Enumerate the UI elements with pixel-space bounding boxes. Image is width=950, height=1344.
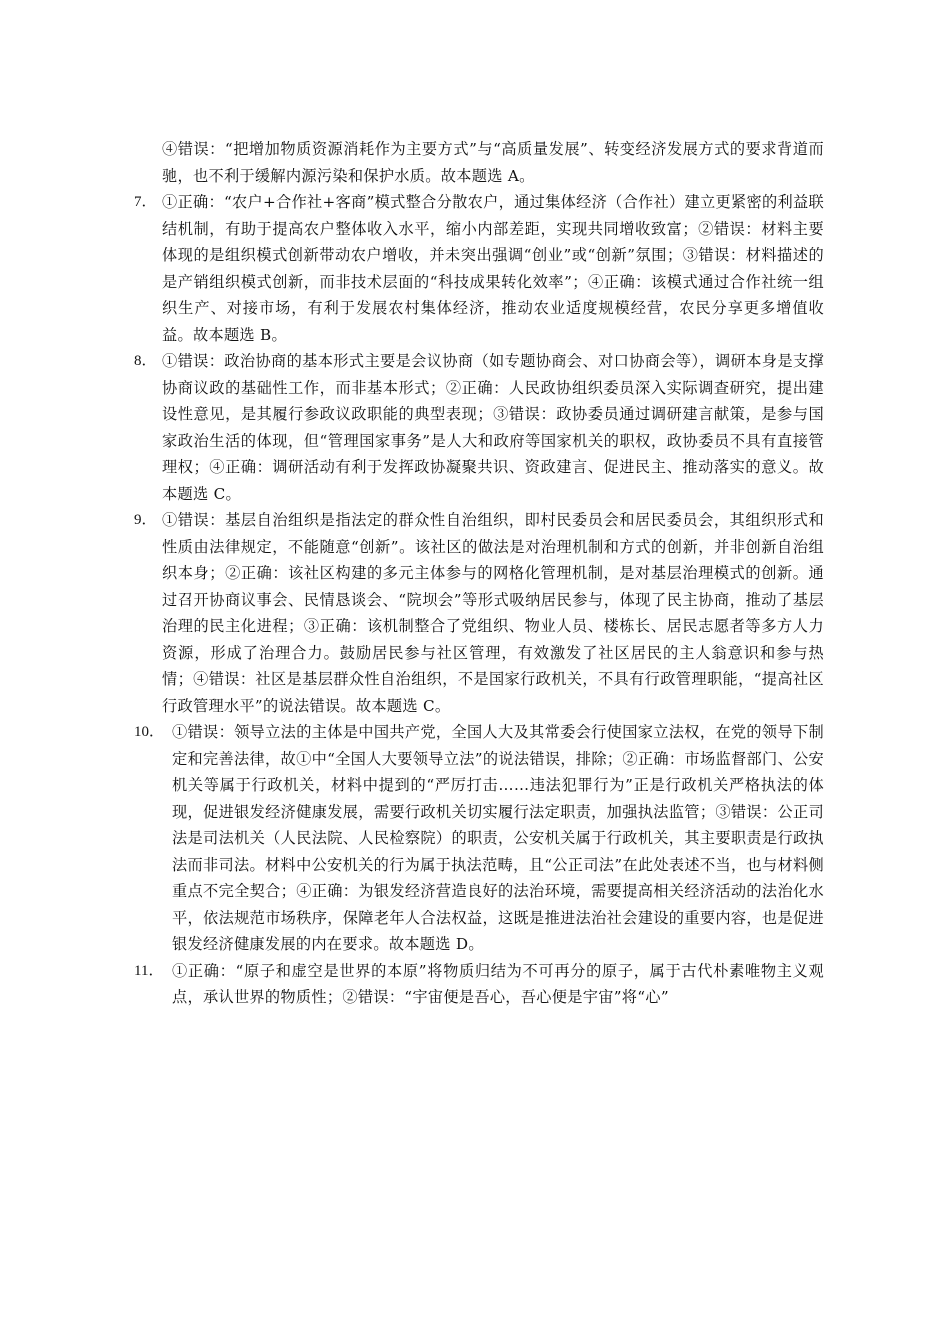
- item-text: ①错误：领导立法的主体是中国共产党，全国人大及其常委会行使国家立法权，在党的领导下制定和完善法律，故①中“全国人大要领导立法”的说法错误，排除；②正确：市场监督部门、公安机关等属于行政机关，材料中提到的“严厉打击……违法犯罪行为”正是行政机关严格执法的体现，促进银发经济健康发展，需要行政机关切实履行法定职责，加强执法监管；③错误：公正司法是司法机关（人民法院、人民检察院）的职责，公安机关属于行政机关，其主要职责是行政执法而非司法。材料中公安机关的行为属于执法范畴，且“公正司法”在此处表述不当，也与材料侧重点不完全契合；④正确：为银发经济营造良好的法治环境，需要提高相关经济活动的法治化水平，依法规范市场秩序，保障老年人合法权益，这既是推进法治社会建设的重要内容，也是促进银发经济健康发展的内在要求。故本题选 D。: [172, 723, 824, 953]
- item-text: ①错误：基层自治组织是指法定的群众性自治组织，即村民委员会和居民委员会，其组织形式和性质由法律规定，不能随意“创新”。该社区的做法是对治理机制和方式的创新，并非创新自治组织本身；②正确：该社区构建的多元主体参与的网格化管理机制，是对基层治理模式的创新。通过召开协商议事会、民情恳谈会、“院坝会”等形式吸纳居民参与，体现了民主协商，推动了基层治理的民主化进程；③正确：该机制整合了党组织、物业人员、楼栋长、居民志愿者等多方人力资源，形成了治理合力。鼓励居民参与社区管理，有效激发了社区居民的主人翁意识和参与热情；④错误：社区是基层群众性自治组织，不是国家行政机关，不具有行政管理职能，“提高社区行政管理水平”的说法错误。故本题选 C。: [162, 511, 824, 715]
- item-number: 9．: [134, 512, 157, 528]
- item-text: ④错误：“把增加物质资源消耗作为主要方式”与“高质量发展”、转变经济发展方式的要求背道而驰，也不利于缓解内源污染和保护水质。故本题选 A。: [162, 140, 824, 185]
- item-6-continuation: [134, 136, 824, 189]
- item-number: 8．: [134, 353, 157, 369]
- item-number: 7．: [134, 194, 157, 210]
- item-8: [134, 348, 824, 507]
- item-text: ①错误：政治协商的基本形式主要是会议协商（如专题协商会、对口协商会等），调研本身是支撑协商议政的基础性工作，而非基本形式；②正确：人民政协组织委员深入实际调查研究，提出建设性意见，是其履行参政议政职能的典型表现；③错误：政协委员通过调研建言献策，是参与国家政治生活的体现，但“管理国家事务”是人大和政府等国家机关的职权，政协委员不具有直接管理权；④正确：调研活动有利于发挥政协凝聚共识、资政建言、促进民主、推动落实的意义。故本题选 C。: [162, 352, 824, 503]
- item-10: [134, 719, 824, 958]
- item-7: [134, 189, 824, 348]
- item-number: 10．: [134, 724, 165, 740]
- item-text: ①正确：“原子和虚空是世界的本原”将物质归结为不可再分的原子，属于古代朴素唯物主义观点，承认世界的物质性；②错误：“宇宙便是吾心，吾心便是宇宙”将“心”: [172, 961, 824, 1006]
- item-11: [134, 958, 824, 1011]
- item-number: 11．: [134, 962, 164, 979]
- item-9: [134, 507, 824, 719]
- item-text: ①正确：“农户+合作社+客商”模式整合分散农户，通过集体经济（合作社）建立更紧密的利益联结机制，有助于提高农户整体收入水平，缩小内部差距，实现共同增收致富；②错误：材料主要体现的是组织模式创新带动农户增收，并未突出强调“创业”或“创新”氛围；③错误：材料描述的是产销组织模式创新，而非技术层面的“科技成果转化效率”；④正确：该模式通过合作社统一组织生产、对接市场，有利于发展农村集体经济，推动农业适度规模经营，农民分享更多增值收益。故本题选 B。: [162, 193, 824, 344]
- answer-explanations: [134, 136, 824, 1011]
